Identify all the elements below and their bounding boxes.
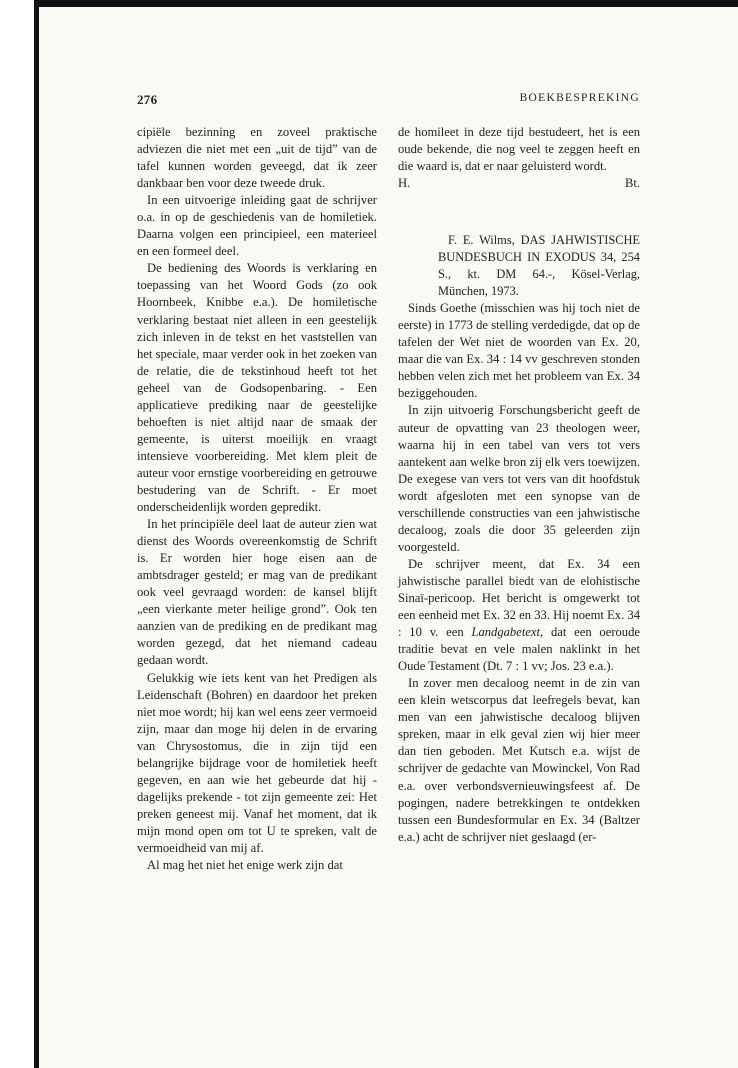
paragraph: De schrijver meent, dat Ex. 34 een jahwistische parallel biedt van de elohistische Sinaï-pericoop. Het bericht is omgewerkt tot een eenheid met Ex. 32 en 33. Hij noemt Ex. 34 : 10 v. een Landgabetext, dat een oeroude traditie bevat en vele malen naklinkt in het Oude Testament (Dt. 7 : 1 vv; Jos. 23 e.a.). [398,556,640,674]
signature-initial: H. [398,176,411,191]
paragraph: Al mag het niet het enige werk zijn dat [147,858,343,873]
left-column [137,124,377,874]
page-header [0,92,738,108]
italic-term: Landgabetext, [471,625,544,640]
paragraph: Sinds Goethe (misschien was hij toch niet de eerste) in 1773 de stelling verdedigde, dat op de tafelen der Wet niet de woorden van Ex. 20, maar die van Ex. 34 : 14 vv geschreven stonden hebben velen zich met het probleem van Ex. 34 beziggehouden. [398,301,640,401]
paragraph: In zijn uitvoerig Forschungsbericht geeft de auteur de opvatting van 23 theologen weer, waarna hij in een tabel van vers tot vers aantekent aan welke bron zij elk vers toewijzen. De exegese van vers tot vers van dit hoofdstuk wordt afgesloten met een synopse van de verschillende constructies van een jahwistische decaloog, zoals die door 35 geleerden zijn voorgesteld. [398,403,640,554]
paragraph: In het principiële deel laat de auteur zien wat dienst des Woords overeenkomstig de Schrift is. Er worden hier hoge eisen aan de ambtsdrager gesteld; er mag van de predikant ook veel gevraagd worden: de kansel blijft „een vierkante meter heilige grond”. Ook ten aanzien van de prediking en de predikant mag worden gezegd, dat het niemand cadeau gedaan wordt. [137,517,377,668]
scan-top-edge [34,0,738,7]
page-number: 276 [137,92,158,107]
review-signature [398,175,640,192]
running-head: BOEKBESPREKING [519,92,640,104]
paragraph: In zover men decaloog neemt in de zin van een klein wetscorpus dat leefregels bevat, kan men van een jahwistische decaloog blijven spreken, maar in elk geval zien wij hier meer dan tien geboden. Met Kutsch e.a. wijst de schrijver de gedachte van Mowinckel, Von Rad e.a. over verbondsvernieuwingsfeest af. De pogingen, nadere betrekkingen te ontdekken tussen een Bundesformular en Ex. 34 (Baltzer e.a.) acht de schrijver niet geslaagd (er- [398,676,640,844]
book-citation: F. E. Wilms, DAS JAHWISTISCHE BUNDESBUCH IN EXODUS 34, 254 S., kt. DM 64.-, Kösel-Verlag, München, 1973. [438,233,640,299]
reviewer-initials: Bt. [624,176,640,191]
paragraph: Gelukkig wie iets kent van het Predigen als Leidenschaft (Bohren) en daardoor het preken niet moe wordt; hij kan wel eens zeer vermoeid zijn, maar dan moge hij delen in de ervaring van Chrysostomus, die in zijn tijd een belangrijke bijdrage voor de homiletiek heeft gegeven, en aan wie het gebeurde dat hij - dagelijks prekende - tot zijn gemeente zei: Het preken geneest mij. Vanaf het moment, dat ik mijn mond open om tot U te spreken, valt de vermoeidheid van mij af. [137,670,377,855]
right-column [398,124,640,846]
paragraph: De bediening des Woords is verklaring en toepassing van het Woord Gods (zo ook Hoornbeek, Knibbe e.a.). De homiletische verklaring bestaat niet alleen in een geestelijk zich inleven in de tekst en het vaststellen van het speciale, maar verder ook in het zoeken van de relatie, die de tekstinhoud heeft tot het geheel van de Godsopenbaring. - Een applicatieve prediking naar de geestelijke behoeften is niet altijd naar de smaak der gemeente, is uiterst moeilijk en vraagt intensieve voorbereiding. Met klem pleit de auteur voor ernstige voorbereiding en getrouwe bestudering van de Schrift. - Er moet onderscheidenlijk worden gepredikt. [137,261,377,515]
paragraph: de homileet in deze tijd bestudeert, het is een oude bekende, die nog veel te zeggen heeft en die waard is, dat er naar geluisterd wordt. [398,125,640,174]
paragraph: In een uitvoerige inleiding gaat de schrijver o.a. in op de geschiedenis van de homiletiek. Daarna volgen een principieel, een materieel en een formeel deel. [137,193,377,259]
paragraph: cipiële bezinning en zoveel praktische adviezen die niet met een „uit de tijd” van de tafel kunnen worden geveegd, dat ik zeer dankbaar ben voor deze tweede druk. [137,125,377,191]
